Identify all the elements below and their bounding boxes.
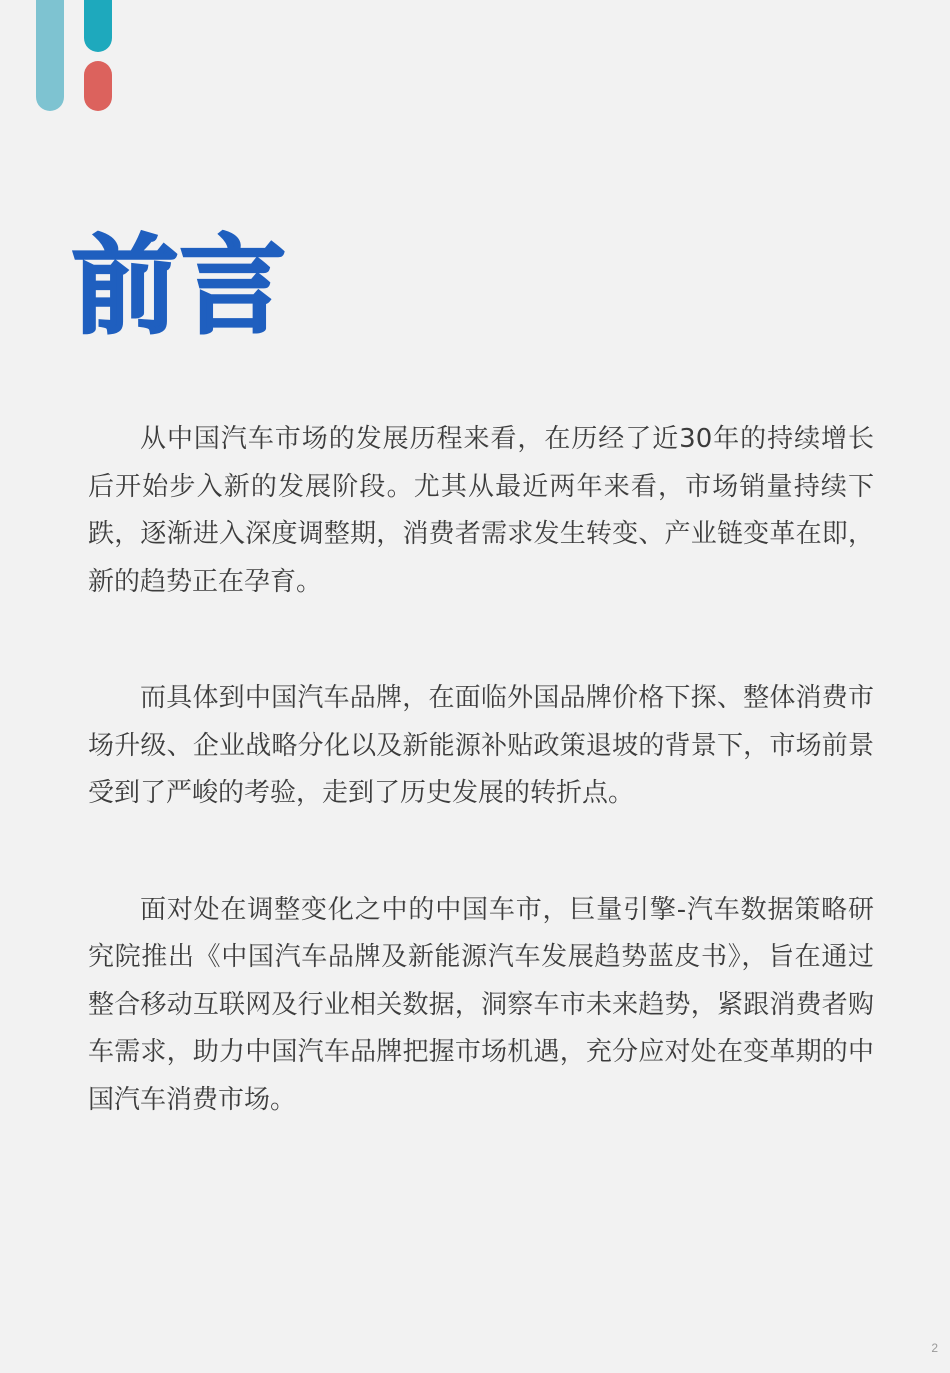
preface-body [88,416,874,1124]
decorative-bar-red [84,61,112,111]
paragraph-3: 面对处在调整变化之中的中国车市，巨量引擎-汽车数据策略研究院推出《中国汽车品牌及新能源汽车发展趋势蓝皮书》，旨在通过整合移动互联网及行业相关数据，洞察车市未来趋势，紧跟消费者购车需求，助力中国汽车品牌把握市场机遇，充分应对处在变革期的中国汽车消费市场。 [88,894,874,1115]
page-number: 2 [931,1341,938,1355]
decorative-bar-light-teal [36,0,64,111]
paragraph-1: 从中国汽车市场的发展历程来看，在历经了近30年的持续增长后开始步入新的发展阶段。尤其从最近两年来看，市场销量持续下跌，逐渐进入深度调整期，消费者需求发生转变、产业链变革在即，新的趋势正在孕育。 [88,424,874,597]
paragraph-2: 而具体到中国汽车品牌，在面临外国品牌价格下探、整体消费市场升级、企业战略分化以及新能源补贴政策退坡的背景下，市场前景受到了严峻的考验，走到了历史发展的转折点。 [88,683,874,808]
decorative-bar-teal [84,0,112,52]
page-title: 前言 [72,225,288,348]
